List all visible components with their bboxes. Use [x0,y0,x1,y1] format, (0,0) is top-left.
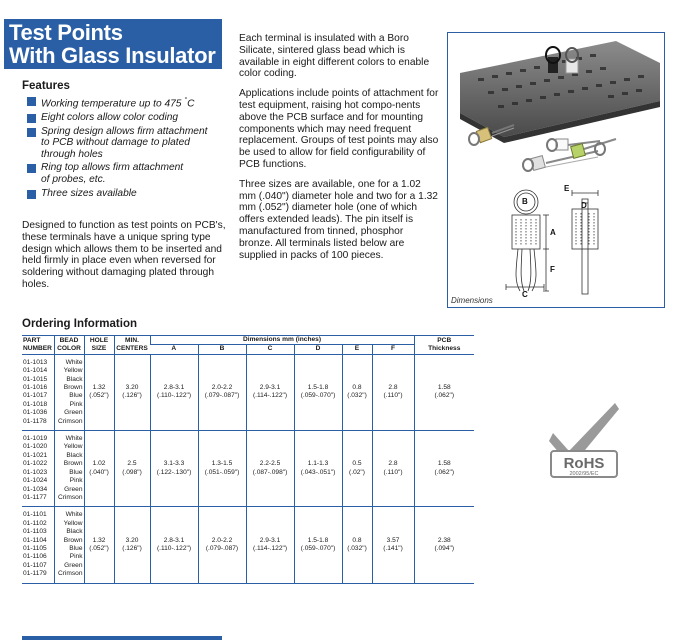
pcb-thickness-cell: 1.58 (.062") [414,431,474,507]
bead-colors-cell: White Yellow Black Brown Blue Pink Green Crimson [54,431,84,507]
product-image-panel [447,32,665,308]
paragraph-insulation: Each terminal is insulated with a Boro Silicate, sintered glass bead which is available in eight different colors to enable color coding. [239,33,430,80]
dim-b-cell: 2.0-2.2 (.079-.087") [198,354,246,430]
dim-label-b: B [522,197,528,206]
header-dim-c: C [246,345,294,354]
min-centers-cell: 3.20 (.126") [114,354,150,430]
dim-c-cell: 2.9-3.1 (.114-.122") [246,354,294,430]
dim-d-cell: 1.1-1.3 (.043-.051") [294,431,342,507]
feature-item: Ring top allows firm attachment of probes, etc. [27,162,227,185]
header-part-number: PART NUMBER [23,336,52,352]
dim-b-cell: 2.0-2.2 (.079-.087) [198,507,246,583]
dim-f-cell: 2.8 (.110") [372,354,414,430]
loose-test-point [523,151,598,171]
dim-a-cell: 2.8-3.1 (.110-.122") [150,354,198,430]
rohs-logo [545,393,625,483]
hole-size-cell: 1.32 (.052") [84,354,114,430]
table-row [22,507,474,583]
dim-a-cell: 2.8-3.1 (.110-.122") [150,507,198,583]
page-title [4,19,222,69]
dim-label-d: D [581,201,587,210]
part-numbers-cell: 01-1019 01-1020 01-1021 01-1022 01-1023 01-1024 01-1034 01-1177 [22,431,54,507]
table-row [22,354,474,430]
paragraph-applications: Applications include points of attachment for test equipment, raising hot compo-nents above the PCB surface and for mounting components which may need frequent replacement. Groups of test points may also be used to allow for field configurability of PCB functions. [239,88,439,170]
hole-size-cell: 1.32 (.052") [84,507,114,583]
product-photo-and-dimension-drawing [448,33,664,307]
pcb-thickness-cell: 2.38 (.094") [414,507,474,583]
dim-e-cell: 0.5 (.02") [342,431,372,507]
feature-item: Eight colors allow color coding [27,112,227,124]
header-dim-a: A [171,345,177,353]
feature-item: Spring design allows firm attachment to PCB without damage to plated through holes [27,126,227,161]
square-bullet-icon [27,97,36,106]
dim-f-cell: 3.57 (.141") [372,507,414,583]
image-caption: Dimensions [451,296,493,305]
square-bullet-icon [27,164,36,173]
min-centers-cell: 2.5 (.098") [114,431,150,507]
dim-label-c: C [522,290,528,299]
ordering-heading: Ordering Information [22,318,137,330]
square-bullet-icon [27,128,36,137]
dim-e-cell: 0.8 (.032") [342,507,372,583]
header-hole-size: HOLE SIZE [84,336,114,355]
dim-d-cell: 1.5-1.8 (.059-.070") [294,354,342,430]
square-bullet-icon [27,114,36,123]
header-min-centers: MIN. CENTERS [114,336,150,355]
feature-item: Three sizes available [27,188,227,200]
description-paragraph: Designed to function as test points on PCB's, these terminals have a unique spring type design which allows them to be inserted and held firmly in place even when reversed for soldering without damaging plated through holes. [22,220,226,290]
header-dim-e: E [342,345,372,354]
dim-b-cell: 1.3-1.5 (.051-.059") [198,431,246,507]
header-dim-f: F [372,345,414,354]
header-dim-b: B [198,345,246,354]
title-line-2: With Glass Insulator [9,43,216,68]
table-row [22,431,474,507]
dim-d-cell: 1.5-1.8 (.059-.070") [294,507,342,583]
dim-f-cell: 2.8 (.110") [372,431,414,507]
header-dimensions: Dimensions mm (inches) [150,336,414,345]
header-pcb-thickness: PCB Thickness [414,336,474,355]
bead-colors-cell: White Yellow Black Brown Blue Pink Green Crimson [54,507,84,583]
title-line-1: Test Points [9,20,123,45]
bead-colors-cell: White Yellow Black Brown Blue Pink Green Crimson [54,354,84,430]
dim-e-cell: 0.8 (.032") [342,354,372,430]
middle-column [239,33,439,269]
hole-size-cell: 1.02 (.040") [84,431,114,507]
dim-label-a: A [550,228,556,237]
dim-a-cell: 3.1-3.3 (.122-.130") [150,431,198,507]
pcb-thickness-cell: 1.58 (.062") [414,354,474,430]
paragraph-sizes: Three sizes are available, one for a 1.02 mm (.040") diameter hole and two for a 1.32 mm (.052") diameter hole (one of which offers extended leads). The pin itself is manufactured from tinned, phosphor bronze. All terminals listed below are supplied in packs of 100 pieces. [239,178,438,261]
dim-label-f: F [550,265,555,274]
square-bullet-icon [27,190,36,199]
table-header-row [22,336,474,345]
feature-item: Working temperature up to 475 °C [27,95,227,110]
dim-c-cell: 2.2-2.5 (.087-.098") [246,431,294,507]
rohs-text: RoHS [563,455,605,472]
header-bead-color: BEAD COLOR [54,336,84,355]
part-numbers-cell: 01-1013 01-1014 01-1015 01-1016 01-1017 01-1018 01-1036 01-1178 [22,354,54,430]
part-numbers-cell: 01-1101 01-1102 01-1103 01-1104 01-1105 01-1106 01-1107 01-1179 [22,507,54,583]
bottom-rule [22,636,222,640]
dim-c-cell: 2.9-3.1 (.114-.122") [246,507,294,583]
features-list [27,95,227,201]
ordering-table [22,335,474,584]
rohs-subtext: 2002/95/EC [569,471,599,477]
header-dim-d: D [294,345,342,354]
min-centers-cell: 3.20 (.126") [114,507,150,583]
dim-label-e: E [564,184,570,193]
features-heading: Features [22,80,70,92]
